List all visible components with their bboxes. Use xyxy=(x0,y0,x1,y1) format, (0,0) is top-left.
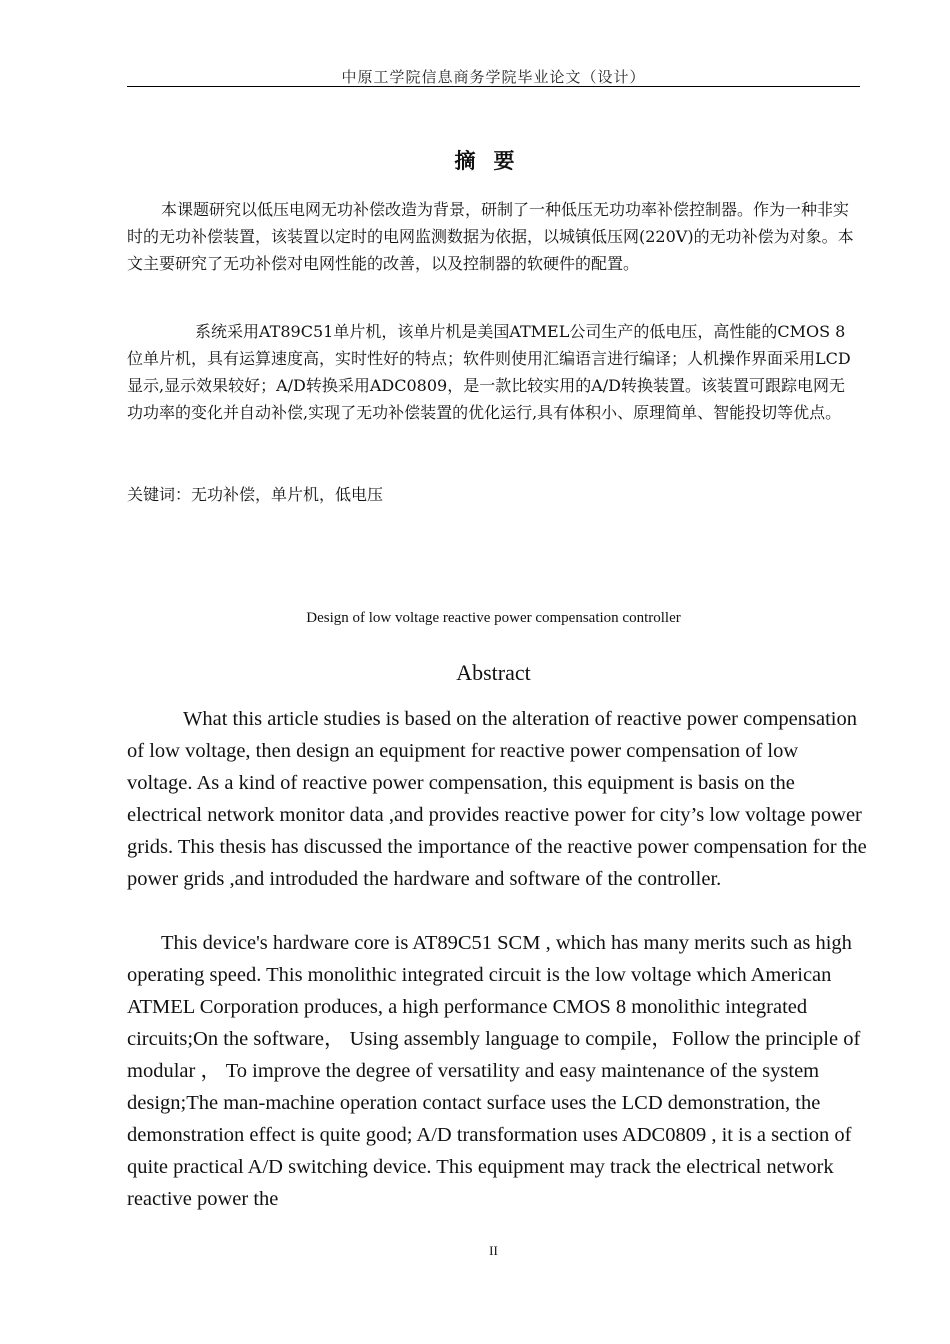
header-divider xyxy=(127,86,860,87)
english-abstract-paragraph-2: This device's hardware core is AT89C51 SCM , which has many merits such as high operating speed. This monolithic integrated circuit is the low voltage which American ATMEL Corporation produces, a high performance CMOS 8 monolithic integrated circuits;On the software， Using assembly language to compile，Follow the principle of modular ， To improve the degree of versatility and easy maintenance of the system design;The man-machine operation contact surface uses the LCD demonstration, the demonstration effect is quite good; A/D transformation uses ADC0809 , it is a section of quite practical A/D switching device. This equipment may track the electrical network reactive power the xyxy=(127,932,861,1210)
keywords: 关键词：无功补偿，单片机，低电压 xyxy=(127,485,384,504)
chinese-abstract-title: 摘要 xyxy=(454,148,533,173)
chinese-abstract-paragraph-2: 系统采用AT89C51单片机，该单片机是美国ATMEL公司生产的低电压，高性能的CMOS 8位单片机，具有运算速度高，实时性好的特点；软件则使用汇编语言进行编译；人机操作界面采用LCD显示,显示效果较好；A/D转换采用ADC0809，是一款比较实用的A/D转换装置。该装置可跟踪电网无功功率的变化并自动补偿,实现了无功补偿装置的优化运行,具有体积小、原理简单、智能投切等优点。 xyxy=(127,322,851,422)
english-abstract-paragraph-1: What this article studies is based on the alteration of reactive power compensation of low voltage, then design an equipment for reactive power compensation of low voltage. As a kind of reactive power compensation, this equipment is basis on the electrical network monitor data ,and provides reactive power for city’s low voltage power grids. This thesis has discussed the importance of the reactive power compensation for the power grids ,and introduded the hardware and software of the controller. xyxy=(127,708,867,890)
page-header: 中原工学院信息商务学院毕业论文（设计） xyxy=(341,68,646,86)
chinese-abstract-paragraph-1: 本课题研究以低压电网无功补偿改造为背景，研制了一种低压无功功率补偿控制器。作为一种非实时的无功补偿装置，该装置以定时的电网监测数据为依据，以城镇低压网(220V)的无功补偿为对象。本文主要研究了无功补偿对电网性能的改善，以及控制器的软硬件的配置。 xyxy=(127,200,854,273)
english-paper-title: Design of low voltage reactive power compensation controller xyxy=(306,610,681,626)
english-abstract-heading: Abstract xyxy=(456,660,531,685)
page-number: II xyxy=(489,1243,498,1258)
